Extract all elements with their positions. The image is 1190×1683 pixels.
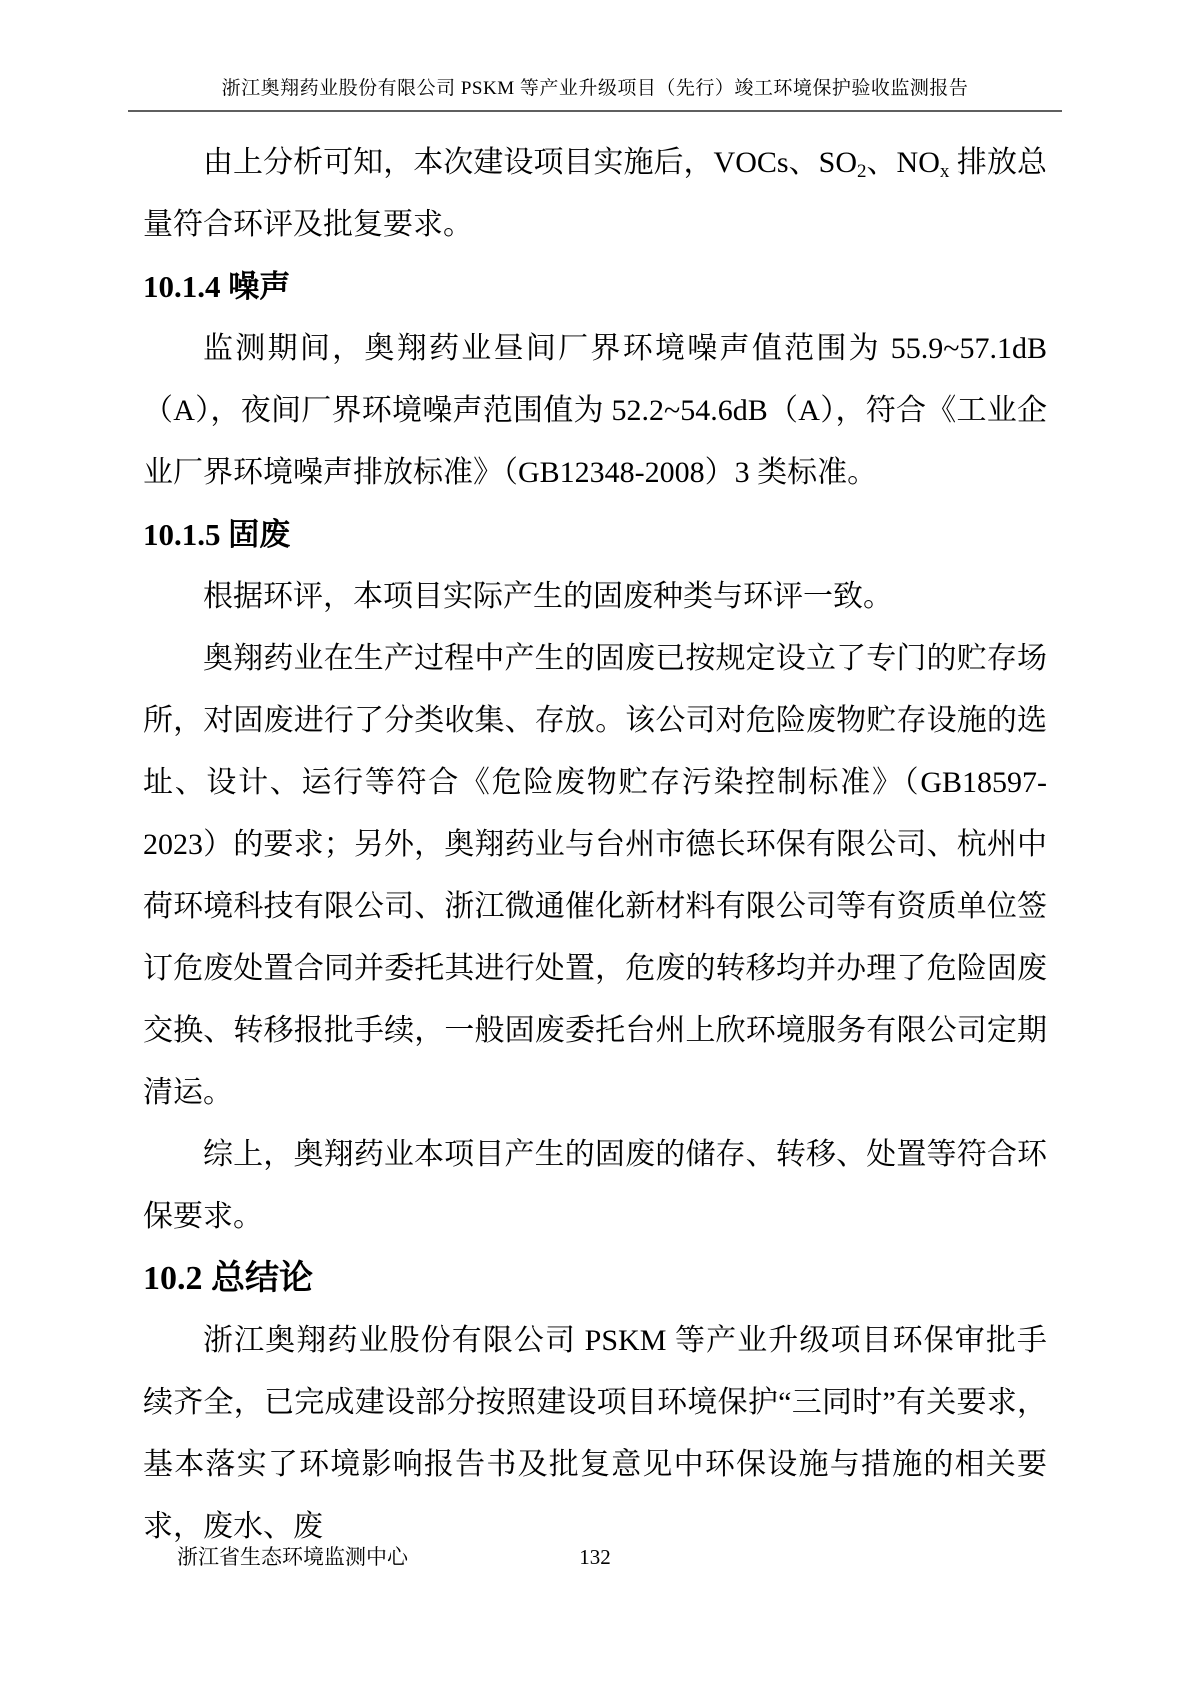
paragraph-overall-conclusion: 浙江奥翔药业股份有限公司 PSKM 等产业升级项目环保审批手续齐全，已完成建设部分按照建设项目环境保护“三同时”有关要求，基本落实了环境影响报告书及批复意见中环保设施与措施的相关要求，废水、废	[143, 1324, 1047, 1543]
heading-10-2-overall-conclusion: 10.2 总结论	[143, 1260, 313, 1297]
header-title: 浙江奥翔药业股份有限公司 PSKM 等产业升级项目（先行）竣工环境保护验收监测报告	[221, 78, 969, 99]
paragraph-noise-monitoring: 监测期间，奥翔药业昼间厂界环境噪声值范围为 55.9~57.1dB（A），夜间厂界环境噪声范围值为 52.2~54.6dB（A），符合《工业企业厂界环境噪声排放标准》（GB12348-2008）3 类标准。	[143, 332, 1047, 489]
footer-page-number: 132	[579, 1545, 611, 1569]
heading-10-1-5-solid-waste: 10.1.5 固废	[143, 517, 291, 552]
paragraph-emission-text: 由上分析可知，本次建设项目实施后，VOCs、SO	[203, 146, 857, 179]
page-header	[0, 0, 1190, 112]
paragraph-waste-management: 奥翔药业在生产过程中产生的固废已按规定设立了专门的贮存场所，对固废进行了分类收集、存放。该公司对危险废物贮存设施的选址、设计、运行等符合《危险废物贮存污染控制标准》（GB18597-2023）的要求；另外，奥翔药业与台州市德长环保有限公司、杭州中荷环境科技有限公司、浙江微通催化新材料有限公司等有资质单位签订危废处置合同并委托其进行处置，危废的转移均并办理了危险固废交换、转移报批手续，一般固废委托台州上欣环境服务有限公司定期清运。	[143, 642, 1047, 1109]
paragraph-waste-types: 根据环评，本项目实际产生的固废种类与环评一致。	[203, 580, 893, 613]
paragraph-emission-text: 、NO	[866, 146, 940, 179]
document-body	[143, 132, 1047, 1558]
footer-organization: 浙江省生态环境监测中心	[177, 1545, 408, 1569]
paragraph-emission-summary	[143, 132, 1047, 256]
heading-10-1-4-noise: 10.1.4 噪声	[143, 269, 291, 304]
page-footer	[143, 1541, 1047, 1573]
nox-subscript: x	[939, 161, 950, 182]
paragraph-waste-conclusion: 综上，奥翔药业本项目产生的固废的储存、转移、处置等符合环保要求。	[143, 1138, 1047, 1233]
so2-subscript: 2	[856, 161, 867, 182]
header-rule	[128, 110, 1062, 112]
paragraph-emission-text: 排放总量符合环评及批复要求。	[143, 146, 1047, 241]
